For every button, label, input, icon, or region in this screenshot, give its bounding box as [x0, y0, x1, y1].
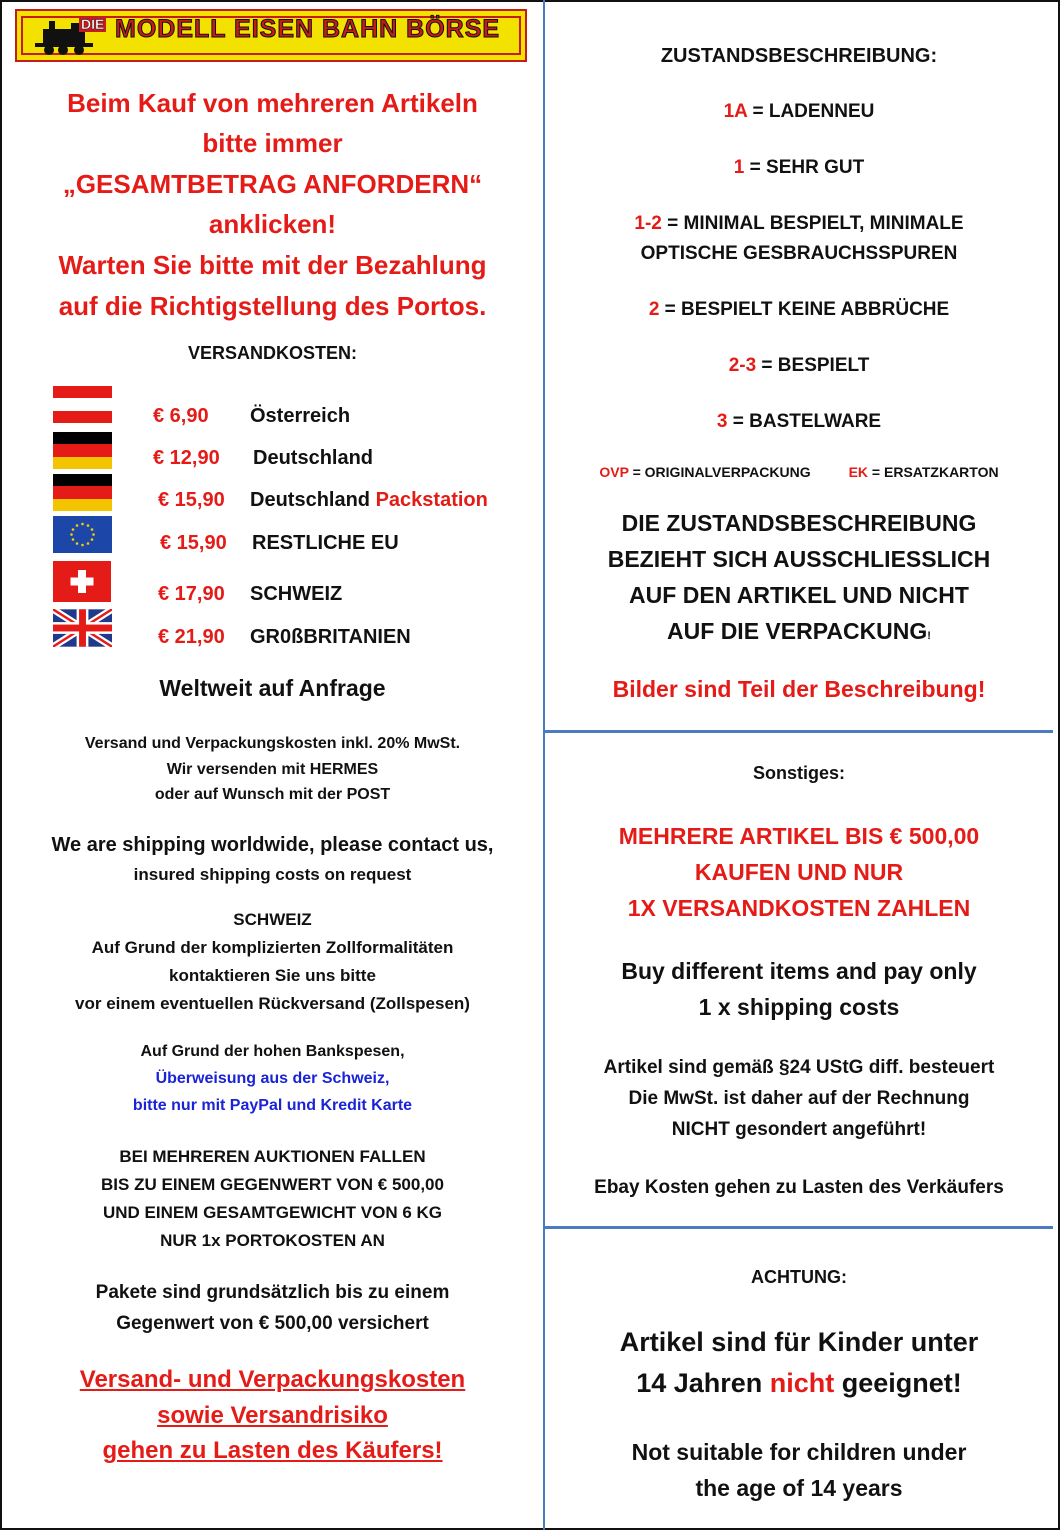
- english-line: We are shipping worldwide, please contact us,: [51, 834, 494, 856]
- grade-text: = BESPIELT KEINE ABBRÜCHE: [659, 299, 950, 320]
- grade-1: [545, 157, 1053, 179]
- price-germany: € 12,90: [153, 447, 220, 469]
- destination-germany: Deutschland: [253, 447, 374, 469]
- auction-line: UND EINEM GESAMTGEWICHT VON 6 KG: [102, 1203, 443, 1222]
- vat-line: Wir versenden mit HERMES: [166, 761, 379, 778]
- grade-text: = BASTELWARE: [727, 411, 882, 432]
- price-eu: € 15,90: [160, 532, 227, 554]
- buy-line: Buy different items and pay only: [621, 958, 977, 984]
- ebay-note: Ebay Kosten gehen zu Lasten des Verkäufers: [594, 1177, 1004, 1198]
- ovp-code: OVP: [599, 464, 629, 480]
- misc-heading: Sonstiges:: [752, 763, 845, 783]
- grade-code: 3: [716, 411, 728, 432]
- grade-code: 1A: [723, 101, 748, 122]
- austria-flag-icon: [53, 386, 112, 423]
- insured-line: Gegenwert von € 500,00 versichert: [116, 1313, 429, 1334]
- english-line: insured shipping costs on request: [133, 865, 412, 884]
- kids-en-line: Not suitable for children under: [631, 1439, 967, 1465]
- disclaimer-mark: !: [927, 630, 931, 642]
- tax-line: Artikel sind gemäß §24 UStG diff. besteuert: [603, 1057, 995, 1078]
- grade-text: = MINIMAL BESPIELT, MINIMALE: [661, 213, 964, 234]
- bank-line: bitte nur mit PayPal und Kredit Karte: [132, 1097, 413, 1114]
- grade-2: [545, 299, 1053, 321]
- multi-line: MEHRERE ARTIKEL BIS € 500,00: [618, 823, 980, 849]
- tax-line: Die MwSt. ist daher auf der Rechnung: [628, 1088, 970, 1109]
- vat-line: oder auf Wunsch mit der POST: [154, 786, 391, 803]
- kids-line-2: [545, 1368, 1053, 1399]
- destination-austria: Österreich: [250, 405, 351, 427]
- risk-line: gehen zu Lasten des Käufers!: [102, 1437, 443, 1464]
- grade-code: 1: [733, 157, 745, 178]
- multi-line: 1X VERSANDKOSTEN ZAHLEN: [627, 895, 971, 921]
- grade-1-2: [545, 213, 1053, 235]
- intro-line: „GESAMTBETRAG ANFORDERN“: [62, 169, 483, 199]
- swiss-line: vor einem eventuellen Rückversand (Zollspesen): [75, 994, 470, 1013]
- grade-text: = BESPIELT: [756, 355, 870, 376]
- attention-heading: ACHTUNG:: [751, 1267, 847, 1287]
- swiss-line: kontaktieren Sie uns bitte: [169, 966, 376, 985]
- intro-line: Warten Sie bitte mit der Bezahlung: [58, 250, 487, 280]
- auction-line: NUR 1x PORTOKOSTEN AN: [160, 1231, 385, 1250]
- intro-line: anklicken!: [208, 209, 337, 239]
- destination-packstation: [250, 489, 488, 512]
- grade-code: 1-2: [634, 213, 662, 234]
- packstation-label: Packstation: [375, 489, 488, 511]
- destination-eu: RESTLICHE EU: [252, 532, 399, 554]
- packaging-legend: [545, 464, 1053, 480]
- destination-uk: GR0ßBRITANIEN: [250, 626, 411, 648]
- logo-text: MODELL EISEN BAHN BÖRSE: [115, 15, 501, 43]
- ek-code: EK: [848, 464, 869, 480]
- buy-line: 1 x shipping costs: [698, 994, 900, 1020]
- destination-switzerland: SCHWEIZ: [250, 583, 343, 605]
- right-column: [545, 0, 1053, 1530]
- grade-code: 2: [648, 299, 660, 320]
- destination-text: Deutschland: [250, 489, 371, 511]
- intro-line: bitte immer: [202, 128, 343, 158]
- germany-flag-icon: [53, 474, 112, 511]
- shipping-heading: VERSANDKOSTEN:: [187, 343, 357, 363]
- risk-line: Versand- und Verpackungskosten: [79, 1366, 466, 1393]
- eu-flag-icon: [53, 516, 112, 553]
- intro-line: Beim Kauf von mehreren Artikeln: [67, 88, 478, 118]
- grade-text: = SEHR GUT: [744, 157, 865, 178]
- auction-line: BEI MEHREREN AUKTIONEN FALLEN: [119, 1147, 426, 1166]
- price-packstation: € 15,90: [158, 489, 225, 511]
- kids-pre: 14 Jahren: [636, 1368, 770, 1398]
- ovp-text: = ORIGINALVERPACKUNG: [628, 464, 811, 480]
- disclaimer-line: DIE ZUSTANDSBESCHREIBUNG: [621, 510, 977, 536]
- ek-text: = ERSATZKARTON: [868, 464, 999, 480]
- left-column: [2, 0, 543, 1530]
- insured-line: Pakete sind grundsätzlich bis zu einem: [95, 1282, 450, 1303]
- grade-text: = LADENNEU: [747, 101, 875, 122]
- grade-code: 2-3: [728, 355, 757, 376]
- kids-en-line: the age of 14 years: [695, 1475, 903, 1501]
- price-switzerland: € 17,90: [158, 583, 225, 605]
- worldwide-note: Weltweit auf Anfrage: [159, 675, 386, 701]
- disclaimer-line-last: [545, 618, 1053, 645]
- pictures-note: Bilder sind Teil der Beschreibung!: [612, 676, 986, 702]
- disclaimer-line: BEZIEHT SICH AUSSCHLIESSLICH: [607, 546, 991, 572]
- risk-line: sowie Versandrisiko: [157, 1402, 388, 1429]
- grade-1a: [545, 101, 1053, 123]
- switzerland-flag-icon: [53, 561, 111, 602]
- vat-line: Versand und Verpackungskosten inkl. 20% MwSt.: [84, 735, 461, 752]
- bank-line: Überweisung aus der Schweiz,: [155, 1070, 390, 1087]
- disclaimer-line: AUF DEN ARTIKEL UND NICHT: [629, 582, 969, 608]
- grade-2-3: [545, 355, 1053, 377]
- price-uk: € 21,90: [158, 626, 225, 648]
- condition-heading: ZUSTANDSBESCHREIBUNG:: [660, 45, 938, 67]
- logo-die: DIE: [81, 16, 105, 32]
- swiss-line: SCHWEIZ: [233, 910, 312, 929]
- germany-flag-icon: [53, 432, 112, 469]
- uk-flag-icon: [53, 609, 112, 647]
- multi-line: KAUFEN UND NUR: [694, 859, 904, 885]
- disclaimer-text: AUF DIE VERPACKUNG: [667, 618, 928, 644]
- auction-line: BIS ZU EINEM GEGENWERT VON € 500,00: [101, 1175, 444, 1194]
- grade-1-2-line2: OPTISCHE GESBRAUCHSSPUREN: [640, 243, 958, 264]
- bank-line: Auf Grund der hohen Bankspesen,: [140, 1043, 405, 1060]
- kids-not: nicht: [769, 1368, 835, 1398]
- tax-line: NICHT gesondert angeführt!: [671, 1119, 927, 1140]
- swiss-line: Auf Grund der komplizierten Zollformalitäten: [91, 938, 454, 957]
- grade-3: [545, 411, 1053, 433]
- intro-line: auf die Richtigstellung des Portos.: [58, 291, 487, 321]
- kids-post: geeignet!: [834, 1368, 962, 1398]
- price-austria: € 6,90: [153, 405, 209, 427]
- kids-line: Artikel sind für Kinder unter: [619, 1327, 979, 1357]
